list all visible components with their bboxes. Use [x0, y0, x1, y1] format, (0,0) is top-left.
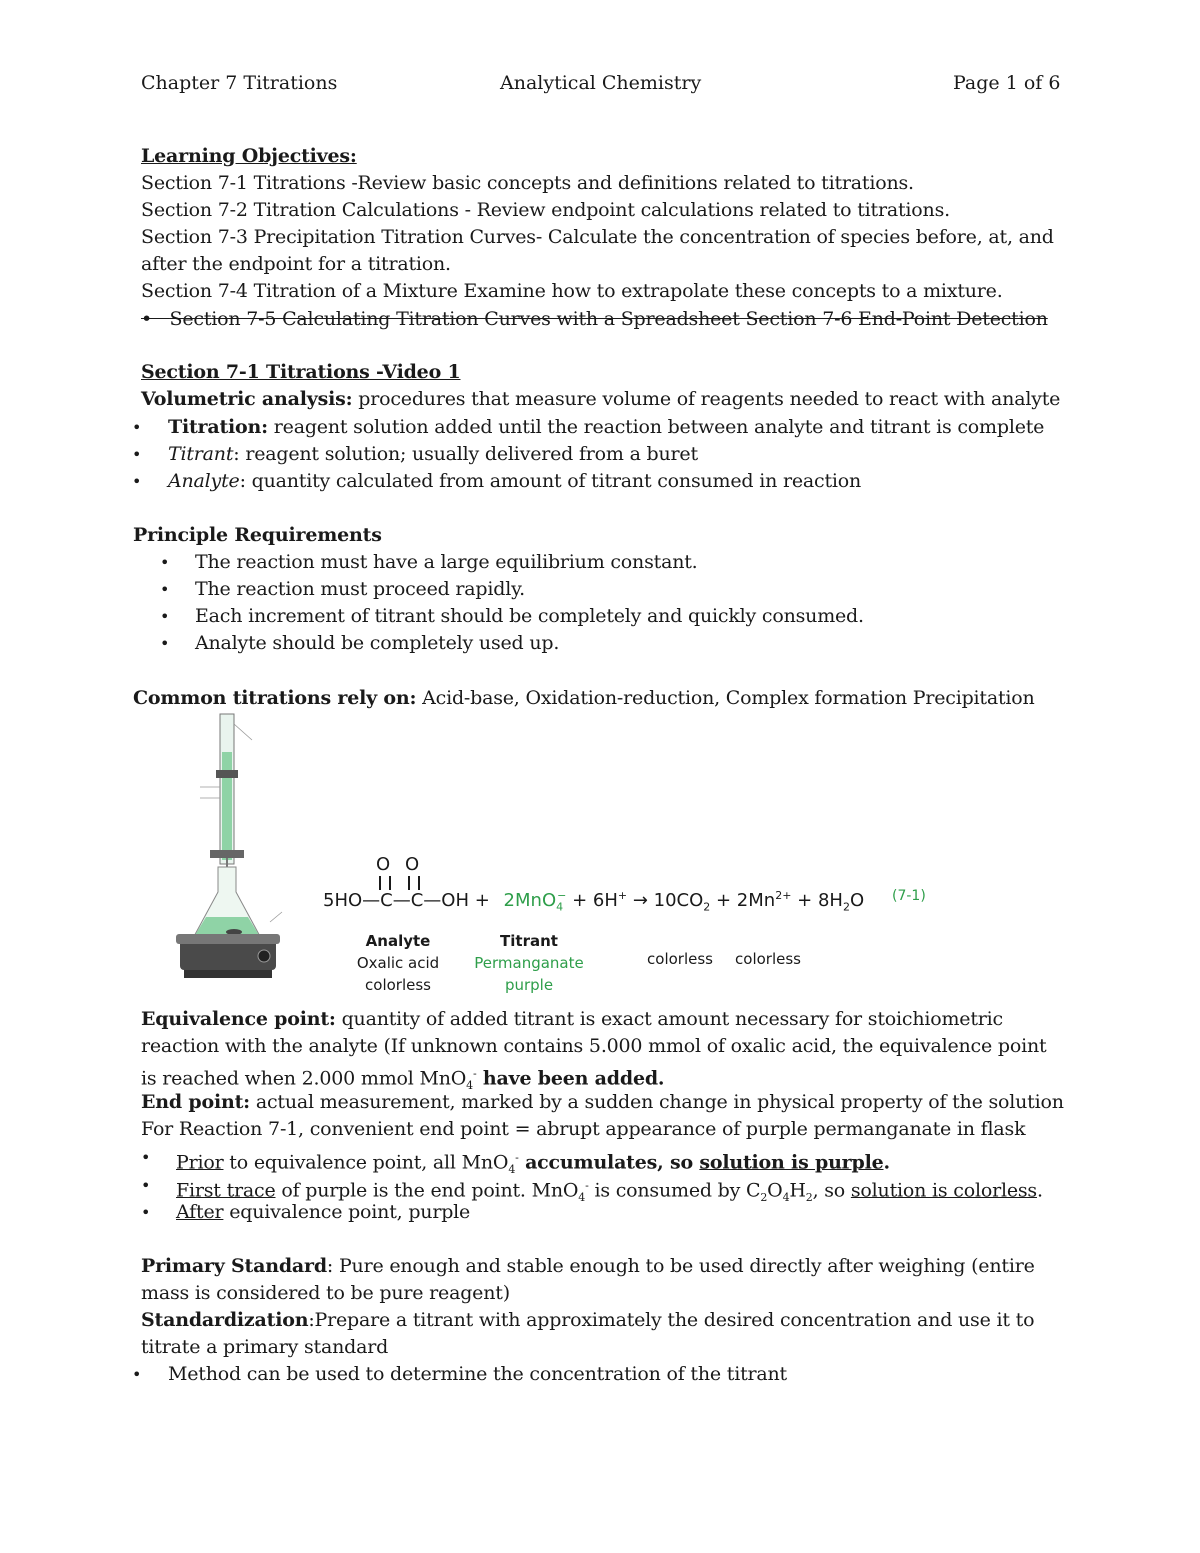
- requirement-item: The reaction must have a large equilibrium constant.: [195, 551, 698, 573]
- titrant-formula: 2MnO$_4$−: [503, 889, 567, 914]
- titrant-color: purple: [504, 976, 554, 994]
- volumetric-line: [141, 386, 1060, 413]
- term: Titration:: [168, 416, 268, 438]
- double-bond: [408, 876, 420, 890]
- definition: Acid-base, Oxidation-reduction, Complex formation Precipitation: [416, 687, 1035, 709]
- primary-standard-line: mass is considered to be pure reagent): [141, 1282, 510, 1304]
- objective-line: Section 7-3 Precipitation Titration Curves- Calculate the concentration of species before, at, and: [141, 226, 1054, 248]
- endpoint-bullet: Prior to equivalence point, all MnO$_4$- accumulates, so solution is purple.: [176, 1151, 890, 1177]
- term: Standardization: [141, 1309, 309, 1331]
- bullet-icon: •: [132, 445, 142, 464]
- titrant-formula-text: 2MnO: [503, 890, 557, 911]
- text: solution is colorless: [850, 1179, 1037, 1202]
- term: Volumetric analysis:: [141, 388, 353, 410]
- titration-line: [168, 414, 1044, 441]
- analyte-name: Oxalic acid: [356, 954, 440, 972]
- text: accumulates, so: [518, 1151, 700, 1174]
- bullet-icon: •: [132, 418, 142, 437]
- bullet-icon: •: [141, 1203, 151, 1222]
- titration-apparatus-illustration: [170, 712, 290, 1007]
- definition: :Prepare a titrant with approximately the desired concentration and use it to: [308, 1309, 1035, 1331]
- text: solution is purple: [699, 1151, 884, 1174]
- bullet-icon: •: [141, 1176, 151, 1195]
- equation-term: + 2Mn: [716, 890, 776, 911]
- endpoint-bullet: [176, 1199, 470, 1226]
- definition: quantity of added titrant is exact amount necessary for stoichiometric: [335, 1008, 1003, 1030]
- objective-line: Section 7-4 Titration of a Mixture Examine how to extrapolate these concepts to a mixture.: [141, 280, 1003, 302]
- definition: reagent solution added until the reaction between analyte and titrant is complete: [267, 416, 1045, 438]
- endpoint-bullet: First trace of purple is the end point. MnO$_4$- is consumed by $C_2O_4H_2$, so solution is colorless.: [176, 1179, 1043, 1205]
- titrant-label: Titrant: [500, 932, 558, 950]
- bullet-icon: •: [160, 580, 170, 599]
- term: Common titrations rely on:: [133, 687, 417, 709]
- titration-figure: [170, 712, 930, 1010]
- definition: procedures that measure volume of reagents needed to react with analyte: [352, 388, 1061, 410]
- analyte-label: Analyte: [365, 932, 431, 950]
- term: Analyte: [168, 470, 240, 492]
- oxygen-atom: O: [405, 854, 420, 875]
- text: have been added.: [476, 1067, 665, 1090]
- text: .: [1036, 1179, 1043, 1202]
- analyte-label-block: [348, 930, 448, 996]
- definition: actual measurement, marked by a sudden change in physical property of the solution: [249, 1091, 1064, 1113]
- section-title: Section 7-1 Titrations -Video 1: [141, 361, 461, 383]
- header-left: Chapter 7 Titrations: [141, 72, 338, 94]
- double-bond: [379, 876, 391, 890]
- equation-reactant: 5HO—C—C—OH +: [323, 890, 490, 911]
- primary-standard-line: [141, 1253, 1035, 1280]
- objective-line: Section 7-1 Titrations -Review basic concepts and definitions related to titrations.: [141, 172, 914, 194]
- endpoint-line: [141, 1089, 1064, 1116]
- text: is consumed by C: [588, 1179, 761, 1202]
- term: Equivalence point:: [141, 1008, 336, 1030]
- text: .: [883, 1151, 890, 1174]
- objective-line: Section 7-2 Titration Calculations - Review endpoint calculations related to titrations.: [141, 199, 950, 221]
- subscript: 4: [466, 1079, 473, 1093]
- standardization-line: titrate a primary standard: [141, 1336, 389, 1358]
- term: Titrant: [168, 443, 234, 465]
- bullet-icon: •: [141, 1148, 151, 1167]
- objective-struck-text: Section 7-5 Calculating Titration Curves with a Spreadsheet Section 7-6 End-Point Detection: [169, 308, 1048, 330]
- reaction-equation: 5HO—C—C—OH + $2MnO_4^- + 6H^+ \to 10CO_2 + 2Mn^{2+} + 8H_2O$: [323, 889, 865, 914]
- bullet-icon: •: [160, 553, 170, 572]
- header-center: Analytical Chemistry: [500, 72, 702, 94]
- bullet-icon: •: [132, 1365, 142, 1384]
- standardization-line: [141, 1307, 1034, 1334]
- text: is reached when 2.000 mmol MnO: [141, 1067, 467, 1090]
- text: of purple is the end point. MnO: [275, 1179, 579, 1202]
- equation-term: O: [849, 890, 865, 911]
- objective-struck-line: [141, 306, 1048, 333]
- definition: : Pure enough and stable enough to be used directly after weighing (entire: [326, 1255, 1035, 1277]
- equation-term: + 8H: [797, 890, 843, 911]
- titrant-name: Permanganate: [474, 954, 584, 972]
- text: to equivalence point, all MnO: [223, 1151, 509, 1174]
- equation-term: + 6H: [572, 890, 618, 911]
- bullet-icon: •: [132, 472, 142, 491]
- product-color: colorless: [735, 950, 801, 968]
- text: Prior: [176, 1151, 224, 1174]
- text: First trace: [176, 1179, 276, 1202]
- oxygen-atom: O: [376, 854, 391, 875]
- bullet-icon: •: [160, 634, 170, 653]
- titrant-label-block: [466, 930, 592, 996]
- text: O: [767, 1179, 783, 1202]
- common-titrations-line: [133, 685, 1035, 712]
- requirements-title: Principle Requirements: [133, 524, 382, 546]
- product-color: colorless: [647, 950, 713, 968]
- objectives-title: Learning Objectives:: [141, 145, 357, 167]
- equation-number: (7-1): [892, 888, 926, 904]
- objective-line: after the endpoint for a titration.: [141, 253, 451, 275]
- titrant-line: [168, 441, 698, 468]
- term: Primary Standard: [141, 1255, 327, 1277]
- text: After: [176, 1201, 224, 1223]
- bullet-icon: •: [160, 607, 170, 626]
- text: equivalence point, purple: [223, 1201, 471, 1223]
- requirement-item: Analyte should be completely used up.: [195, 632, 560, 654]
- equivalence-line: reaction with the analyte (If unknown contains 5.000 mmol of oxalic acid, the equivalence point: [141, 1035, 1047, 1057]
- standard-bullet: Method can be used to determine the concentration of the titrant: [168, 1363, 787, 1385]
- text: H: [789, 1179, 806, 1202]
- requirement-item: Each increment of titrant should be completely and quickly consumed.: [195, 605, 864, 627]
- bullet-glyph: •: [141, 308, 170, 330]
- definition: : quantity calculated from amount of titrant consumed in reaction: [239, 470, 862, 492]
- term: End point:: [141, 1091, 250, 1113]
- analyte-line: [168, 468, 861, 495]
- definition: : reagent solution; usually delivered from a buret: [233, 443, 698, 465]
- equivalence-line: [141, 1006, 1003, 1033]
- endpoint-line: For Reaction 7-1, convenient end point = abrupt appearance of purple permanganate in flask: [141, 1118, 1026, 1140]
- analyte-color: colorless: [365, 976, 431, 994]
- equation-term: → 10CO: [632, 890, 704, 911]
- header-right: Page 1 of 6: [953, 72, 1061, 94]
- text: , so: [812, 1179, 851, 1202]
- requirement-item: The reaction must proceed rapidly.: [195, 578, 525, 600]
- superscript: -: [472, 1067, 477, 1080]
